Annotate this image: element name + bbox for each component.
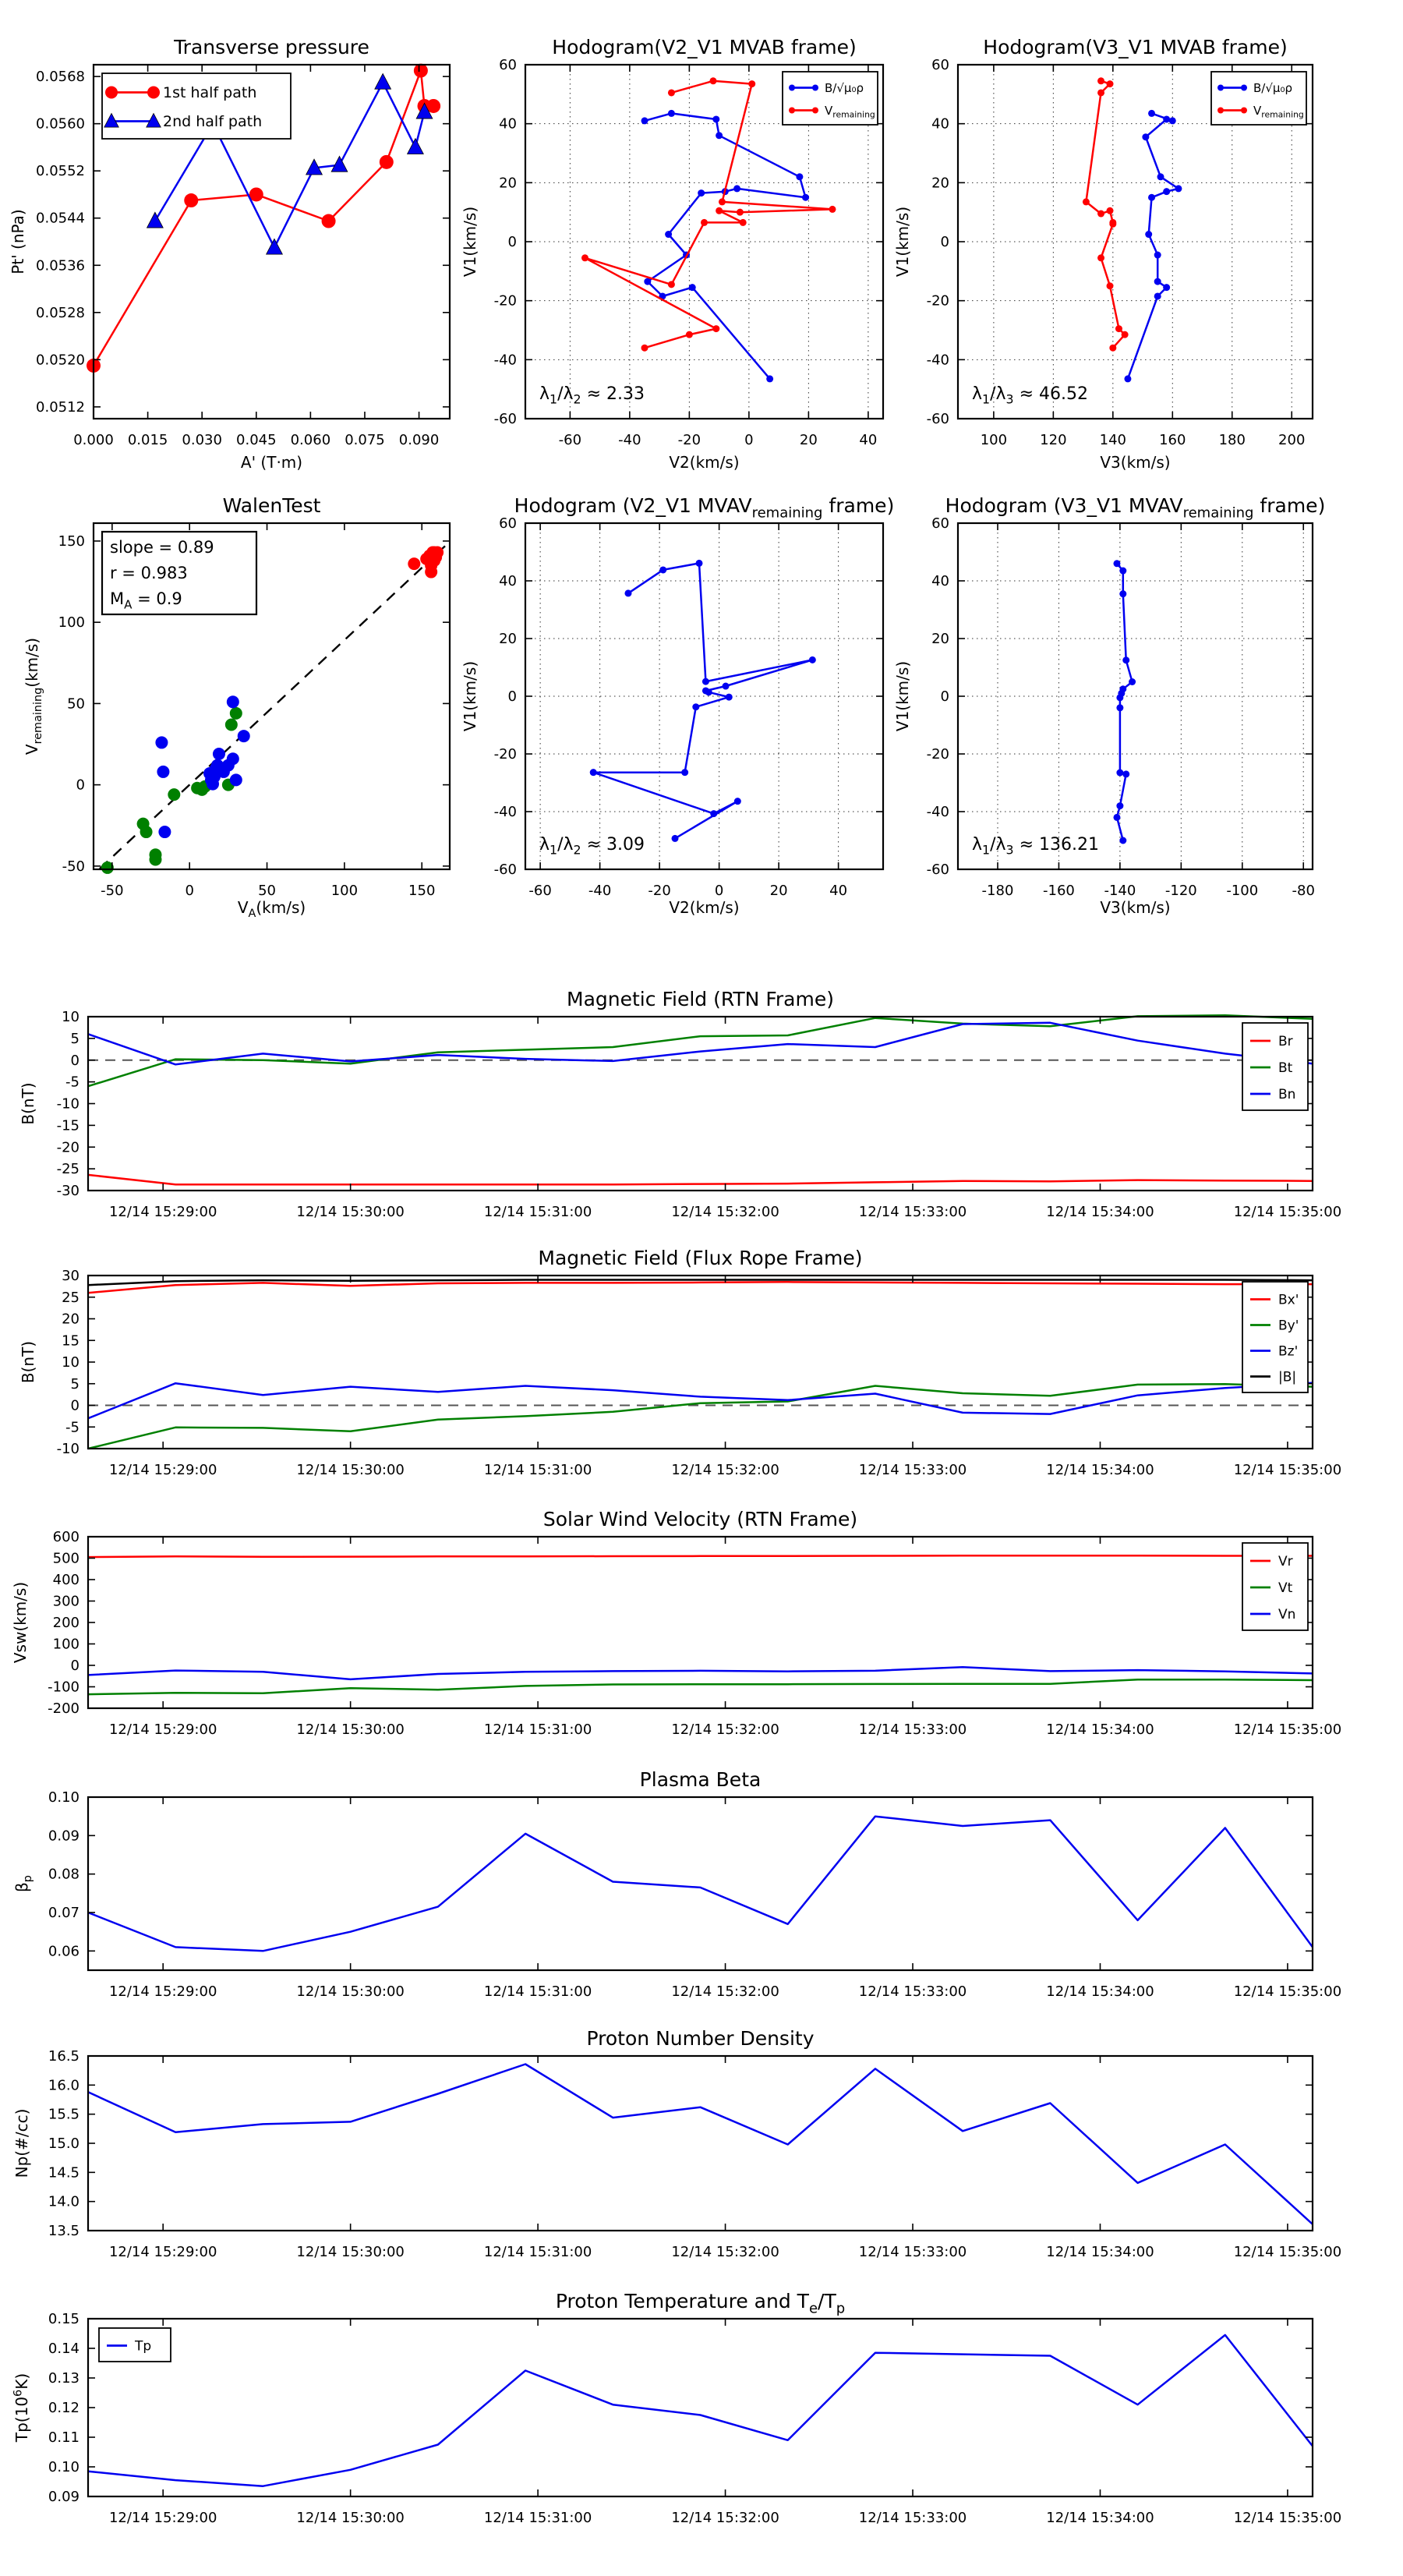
legend-label: Tp [135,2338,152,2355]
y-tick-label: 0.08 [48,1866,80,1883]
y-tick-label: 0 [940,234,949,250]
x-tick-label: 180 [1218,432,1246,448]
series-Vr [88,1555,1313,1557]
y-tick-label: 15.0 [48,2135,80,2152]
x-tick-label: 12/14 15:35:00 [1233,1204,1342,1220]
y-tick-label: 20 [499,631,517,647]
y-tick-label: -20 [926,746,949,763]
x-tick-label: -40 [588,883,612,899]
x-tick-label: 12/14 15:29:00 [108,1462,217,1478]
y-axis-label: B(nT) [19,1082,37,1125]
x-tick-label: 12/14 15:33:00 [858,1462,967,1478]
y-tick-label: 25 [62,1289,80,1306]
y-tick-label: 400 [52,1572,80,1588]
x-tick-label: 12/14 15:32:00 [671,2510,779,2526]
y-tick-label: 60 [931,57,949,73]
legend-label: Bz' [1278,1343,1299,1360]
x-tick-label: 0.090 [398,432,440,448]
y-tick-label: 20 [931,631,949,647]
x-tick-label: 12/14 15:34:00 [1046,2510,1154,2526]
series-Bx' [88,1282,1313,1293]
y-tick-label: 0 [70,1052,80,1069]
y-tick-label: 0.12 [48,2400,80,2416]
y-tick-label: 0.11 [48,2429,80,2446]
x-tick-label: 12/14 15:35:00 [1233,1983,1342,2000]
y-tick-label: 300 [52,1593,80,1610]
y-tick-label: 0.13 [48,2370,80,2387]
series-beta [88,1817,1313,1951]
x-tick-label: 50 [258,883,276,899]
x-tick-label: 0 [714,883,724,899]
y-tick-label: 500 [52,1550,80,1567]
y-tick-label: 40 [499,573,517,589]
series-Vt [88,1679,1313,1694]
legend-label: Br [1278,1033,1293,1049]
y-tick-label: -20 [493,746,517,763]
y-tick-label: -20 [493,292,517,310]
y-tick-label: 15.5 [48,2106,80,2123]
y-axis-label: $Tp(10^6K)$ [12,2373,31,2443]
chart-title: Magnetic Field (RTN Frame) [567,988,834,1010]
x-tick-label: 140 [1099,432,1127,448]
y-tick-label: 150 [58,533,85,550]
y-axis-label: Np(#/cc) [12,2108,31,2178]
y-tick-label: -10 [56,1095,80,1113]
chart-title: Hodogram (V3_V1 $MVAV_{remaining}$ frame) [945,494,1326,522]
y-tick-label: 0.10 [48,1789,80,1806]
chart-title: Solar Wind Velocity (RTN Frame) [542,1508,858,1530]
x-tick-label: 12/14 15:35:00 [1233,2244,1342,2260]
y-tick-label: 10 [62,1354,80,1371]
series-Np [88,2065,1313,2224]
y-tick-label: 100 [52,1636,80,1653]
chart-title: Transverse pressure [174,36,369,58]
chart-title: WalenTest [222,494,321,517]
y-tick-label: 60 [499,515,517,532]
y-tick-label: 0.0528 [36,304,85,321]
x-tick-label: 0.045 [236,432,277,448]
y-tick-label: -10 [56,1441,80,1457]
legend-label: Vn [1278,1606,1296,1622]
x-tick-label: 12/14 15:33:00 [858,1721,967,1738]
x-axis-label: V3(km/s) [1100,898,1171,917]
axes-frame [88,1017,1313,1191]
y-axis-label: Pt' (nPa) [9,209,27,274]
chart-walen-test [23,494,450,920]
series-Tp [88,2335,1313,2486]
y-tick-label: 50 [67,695,85,713]
series-V [593,563,812,838]
axes-frame [88,2319,1313,2496]
series-B/√μ₀ρ [645,113,806,379]
x-tick-label: 12/14 15:34:00 [1046,2244,1154,2260]
legend-label: Vr [1278,1553,1293,1569]
x-tick-label: 0.060 [290,432,331,448]
x-tick-label: -100 [1226,883,1259,899]
x-tick-label: 12/14 15:34:00 [1046,1983,1154,2000]
y-axis-label: $V_{remaining}(km/s)$ [23,637,44,755]
chart-hodogram-v3v1-mvab [893,36,1313,472]
x-tick-label: 12/14 15:29:00 [108,1204,217,1220]
y-tick-label: -15 [56,1117,80,1134]
x-tick-label: -60 [558,432,582,448]
annotation-text: $\lambda_1/\lambda_2 \approx 3.09$ [539,835,645,858]
chart-hodogram-v2v1-mvav [461,494,894,917]
chart-hodogram-v2v1-mvab [461,36,883,472]
y-tick-label: -30 [56,1183,80,1199]
x-tick-label: 200 [1278,432,1306,448]
y-tick-label: 10 [62,1009,80,1025]
y-tick-label: 0 [76,777,85,794]
x-tick-label: 20 [769,883,788,899]
x-tick-label: 12/14 15:31:00 [483,1462,592,1478]
x-tick-label: 12/14 15:31:00 [483,1721,592,1738]
y-axis-label: V1(km/s) [893,206,912,278]
y-tick-label: 0.09 [48,2489,80,2505]
y-tick-label: 0.15 [48,2311,80,2327]
y-tick-label: 20 [931,175,949,192]
y-tick-label: 0 [507,688,517,705]
x-tick-label: 12/14 15:32:00 [671,1462,779,1478]
x-tick-label: -80 [1292,883,1315,899]
y-tick-label: -40 [926,804,949,820]
x-tick-label: 12/14 15:29:00 [108,2510,217,2526]
y-axis-label: $\beta_p$ [12,1875,34,1892]
chart-title: Hodogram(V3_V1 MVAB frame) [983,36,1288,58]
y-tick-label: 0.09 [48,1828,80,1845]
x-tick-label: 100 [980,432,1008,448]
y-axis-label: Vsw(km/s) [11,1581,30,1664]
y-axis-label: B(nT) [19,1340,37,1384]
axes-frame [88,1276,1313,1449]
y-tick-label: 20 [499,175,517,192]
y-tick-label: 60 [931,515,949,532]
chart-title: Magnetic Field (Flux Rope Frame) [538,1247,863,1269]
x-tick-label: 20 [799,432,818,448]
y-tick-label: 0 [507,234,517,250]
chart-title: Proton Number Density [586,2027,815,2050]
y-tick-label: -50 [62,858,85,875]
x-tick-label: 0 [185,883,194,899]
x-tick-label: 12/14 15:30:00 [296,1983,405,2000]
legend-label: 1st half path [163,84,257,102]
y-tick-label: -5 [65,1419,80,1436]
series-Vn [88,1667,1313,1679]
x-tick-label: 12/14 15:30:00 [296,2510,405,2526]
x-tick-label: 12/14 15:33:00 [858,2510,967,2526]
x-tick-label: -60 [528,883,552,899]
y-tick-label: 16.5 [48,2048,80,2065]
chart-title: Plasma Beta [639,1768,762,1791]
y-tick-label: 100 [58,614,85,632]
y-tick-label: 0.0520 [36,352,85,369]
y-tick-label: 0.0536 [36,257,85,274]
x-axis-label: A' (T·m) [240,453,303,472]
x-tick-label: 12/14 15:35:00 [1233,2510,1342,2526]
x-tick-label: 12/14 15:33:00 [858,2244,967,2260]
legend-label: 2nd half path [163,113,263,131]
legend-label: Vt [1278,1580,1293,1596]
annotation-text: slope = 0.89 [110,538,214,557]
x-tick-label: 12/14 15:35:00 [1233,1462,1342,1478]
y-tick-label: -20 [926,292,949,310]
x-tick-label: 12/14 15:30:00 [296,1204,405,1220]
chart-magnetic-field-rtn [19,988,1341,1220]
series-Br [88,1175,1313,1184]
y-axis-label: V1(km/s) [893,660,912,732]
x-tick-label: 12/14 15:32:00 [671,1721,779,1738]
y-tick-label: -25 [56,1161,80,1178]
x-axis-label: V2(km/s) [669,898,740,917]
x-tick-label: 0.015 [127,432,168,448]
y-tick-label: 200 [52,1615,80,1631]
y-tick-label: -100 [48,1679,80,1696]
legend-label: |B| [1278,1369,1297,1385]
x-tick-label: -20 [677,432,702,448]
y-tick-label: 14.0 [48,2193,80,2210]
y-tick-label: 0 [940,688,949,705]
annotation-text: $M_A = 0.9$ [110,589,182,612]
x-tick-label: 12/14 15:33:00 [858,1983,967,2000]
x-tick-label: 12/14 15:30:00 [296,2244,405,2260]
x-tick-label: 12/14 15:30:00 [296,1462,405,1478]
y-tick-label: -40 [493,804,517,820]
y-tick-label: 60 [499,57,517,73]
y-tick-label: 40 [931,573,949,589]
x-axis-label: V2(km/s) [669,453,740,472]
series-V [1117,564,1133,840]
x-tick-label: 12/14 15:29:00 [108,1721,217,1738]
x-tick-label: 12/14 15:32:00 [671,2244,779,2260]
legend-label: By' [1278,1318,1299,1334]
chart-title: Hodogram (V2_V1 $MVAV_{remaining}$ frame) [514,494,895,522]
chart-solar-wind-velocity [11,1508,1341,1738]
y-tick-label: 16.0 [48,2077,80,2094]
axes-frame [88,1537,1313,1708]
chart-proton-temperature [12,2290,1341,2526]
y-axis-label: V1(km/s) [461,660,479,732]
y-tick-label: -5 [65,1074,80,1091]
x-tick-label: 12/14 15:30:00 [296,1721,405,1738]
series-V_{remaining} [1086,81,1125,348]
chart-hodogram-v3v1-mvav [893,494,1325,917]
y-tick-label: 15 [62,1332,80,1350]
x-axis-label: V3(km/s) [1100,453,1171,472]
y-tick-label: 5 [70,1030,80,1047]
y-tick-label: 0.0544 [36,210,85,227]
series-Bn [88,1023,1313,1065]
legend-label: $V_{remaining}$ [825,103,875,120]
x-tick-label: -160 [1043,883,1075,899]
legend-label: Bn [1278,1086,1296,1102]
x-tick-label: 120 [1040,432,1067,448]
y-tick-label: 0.0552 [36,163,85,180]
y-tick-label: 40 [499,115,517,133]
series-Bz' [88,1383,1313,1419]
x-tick-label: 12/14 15:34:00 [1046,1462,1154,1478]
chart-title: Hodogram(V2_V1 MVAB frame) [552,36,857,58]
series-B/√μ₀ρ [1128,113,1179,379]
annotation-text: r = 0.983 [110,564,188,582]
chart-proton-number-density [12,2027,1341,2260]
x-tick-label: 0.000 [73,432,114,448]
y-tick-label: 5 [70,1375,80,1392]
legend-label: $V_{remaining}$ [1253,103,1304,120]
x-tick-label: 12/14 15:31:00 [483,1983,592,2000]
y-tick-label: 0 [70,1397,80,1414]
y-tick-label: -40 [926,352,949,369]
annotation-text: $\lambda_1/\lambda_3 \approx 136.21$ [972,835,1099,858]
x-tick-label: 12/14 15:29:00 [108,1983,217,2000]
chart-magnetic-field-flux-rope [19,1247,1341,1478]
x-tick-label: -50 [101,883,124,899]
x-tick-label: 12/14 15:35:00 [1233,1721,1342,1738]
x-tick-label: 40 [829,883,848,899]
x-tick-label: 12/14 15:32:00 [671,1983,779,2000]
y-tick-label: 0 [70,1658,80,1674]
x-tick-label: 150 [408,883,436,899]
annotation-text: $\lambda_1/\lambda_2 \approx 2.33$ [539,384,645,407]
x-tick-label: 100 [330,883,359,899]
y-tick-label: -60 [926,411,949,427]
x-tick-label: 160 [1159,432,1186,448]
x-tick-label: 12/14 15:33:00 [858,1204,967,1220]
x-tick-label: -40 [618,432,641,448]
x-tick-label: 12/14 15:34:00 [1046,1721,1154,1738]
y-tick-label: 0.06 [48,1943,80,1960]
y-tick-label: 40 [931,115,949,133]
legend-label: Bt [1278,1060,1293,1076]
y-tick-label: -20 [56,1139,80,1156]
y-tick-label: 13.5 [48,2223,80,2239]
chart-transverse-pressure [9,36,450,472]
axes-frame [88,2056,1313,2231]
axes-frame [88,1797,1313,1970]
y-tick-label: 14.5 [48,2164,80,2181]
y-tick-label: 600 [52,1529,80,1545]
chart-title: Proton Temperature and $T_e/T_p$ [555,2290,846,2317]
x-tick-label: -120 [1164,883,1197,899]
x-tick-label: 0 [744,432,754,448]
y-tick-label: -40 [493,352,517,369]
x-tick-label: 12/14 15:31:00 [483,2510,592,2526]
y-tick-label: -60 [493,862,517,878]
y-tick-label: -60 [926,862,949,878]
chart-plasma-beta [12,1768,1341,2000]
annotation-text: $\lambda_1/\lambda_3 \approx 46.52$ [972,384,1088,407]
x-tick-label: 12/14 15:32:00 [671,1204,779,1220]
x-tick-label: 0.075 [345,432,385,448]
y-tick-label: 0.14 [48,2341,80,2357]
x-tick-label: -180 [981,883,1014,899]
x-tick-label: 12/14 15:31:00 [483,2244,592,2260]
axes-frame [958,523,1313,869]
y-tick-label: 0.0512 [36,398,85,416]
x-tick-label: 12/14 15:31:00 [483,1204,592,1220]
x-tick-label: 12/14 15:29:00 [108,2244,217,2260]
y-tick-label: 0.10 [48,2459,80,2475]
x-tick-label: -140 [1104,883,1136,899]
x-axis-label: $V_A(km/s)$ [237,898,306,920]
x-tick-label: 40 [859,432,878,448]
legend-label: B/√μ₀ρ [825,80,864,95]
y-tick-label: -60 [493,411,517,427]
x-tick-label: -20 [648,883,671,899]
x-tick-label: 0.030 [182,432,222,448]
y-tick-label: -200 [48,1700,80,1717]
legend-label: B/√μ₀ρ [1253,80,1292,95]
y-tick-label: 20 [62,1311,80,1328]
y-tick-label: 30 [62,1268,80,1284]
y-tick-label: 0.0568 [36,69,85,86]
x-tick-label: 12/14 15:34:00 [1046,1204,1154,1220]
y-tick-label: 0.0560 [36,115,85,133]
legend-label: Bx' [1278,1292,1299,1308]
y-tick-label: 0.07 [48,1905,80,1921]
y-axis-label: V1(km/s) [461,206,479,278]
